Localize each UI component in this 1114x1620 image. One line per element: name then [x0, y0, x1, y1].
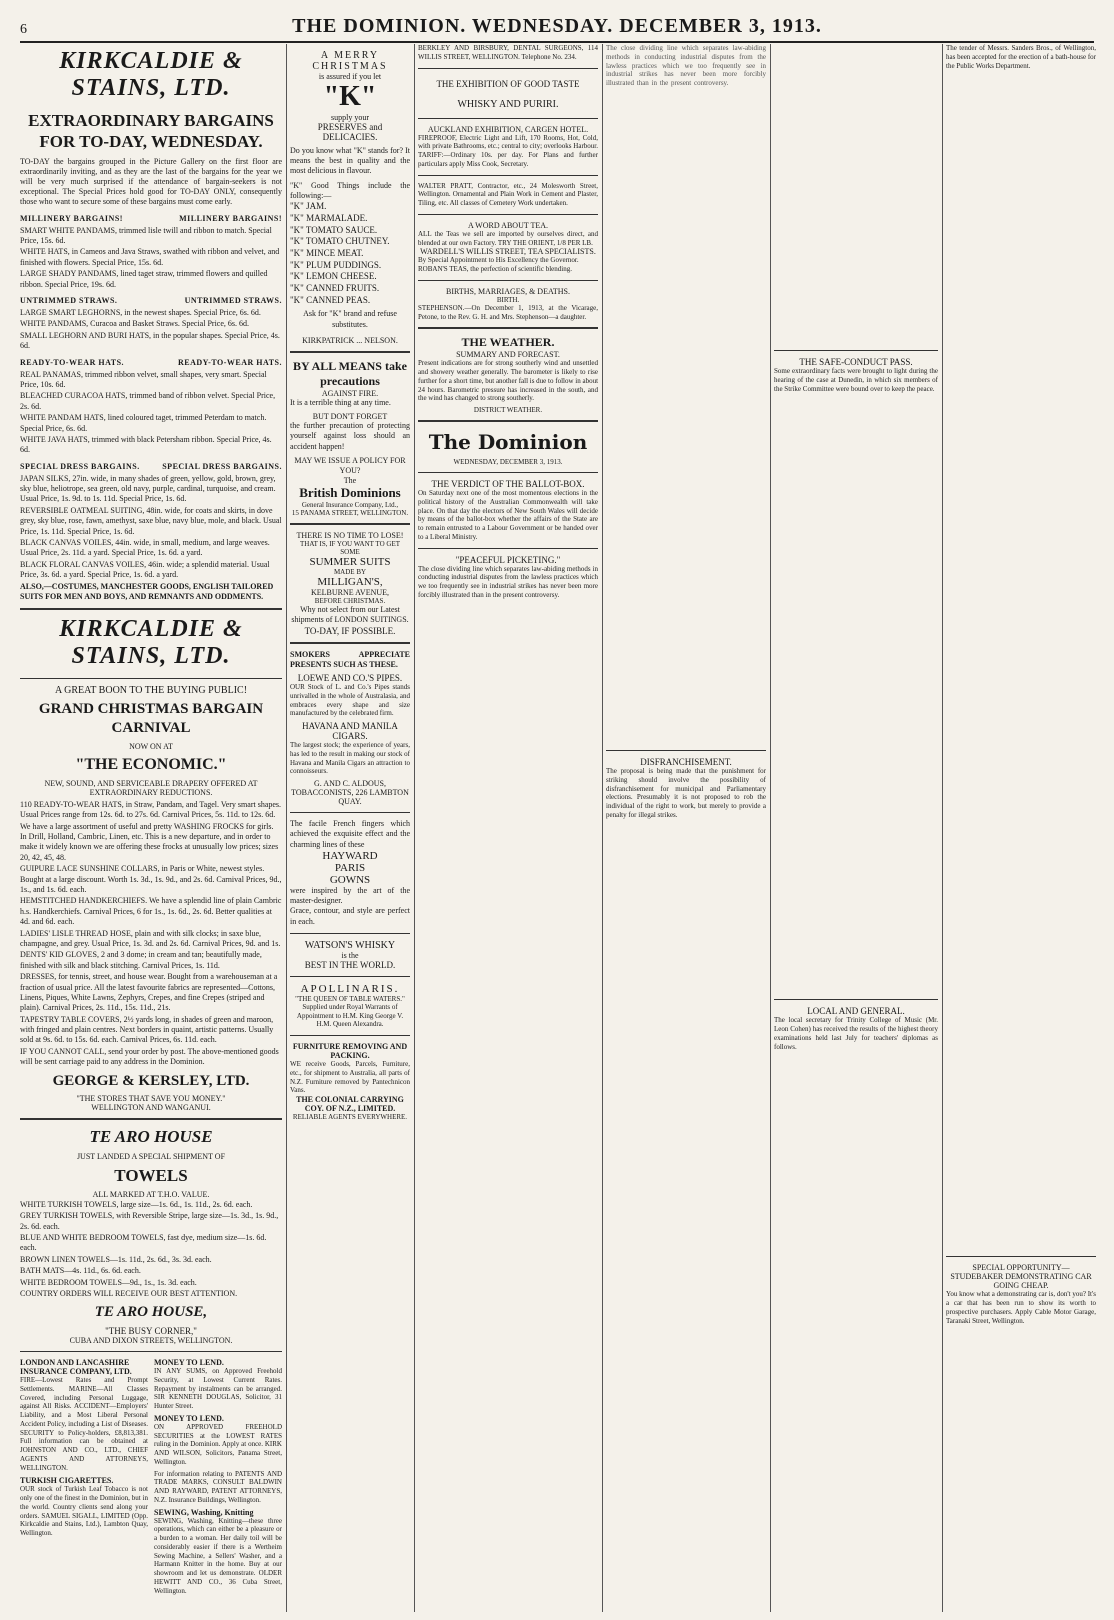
money-heading-2: MONEY TO LEND. [154, 1413, 224, 1423]
turkish-heading: TURKISH CIGARETTES. [20, 1476, 114, 1486]
list-item: 110 READY-TO-WEAR HATS, in Straw, Pandam, and Tagel. Very smart shapes. Usual Prices range from 12s. 6d. to 27s. 6d. Carnival Prices, 5s. 11d. to 12s. 6d. [20, 799, 282, 820]
picketing-continued: The close dividing line which separates law-abiding methods in conducting industrial disputes from the lawless practices which we too frequently see in industrial strikes has never been more forcibly illustrated than in the present controversy. [606, 44, 766, 87]
list-item: We have a large assortment of useful and pretty WASHING FROCKS for girls. In Drill, Holland, Cambric, Linen, etc. This is a new departure, and in order to make it widely known we are offering these frocks at unusually low prices; sizes 20, 42, 45, 48. [20, 821, 279, 862]
list-item: BLACK CANVAS VOILES, 44in. wide, in small, medium, and large weaves. Usual Price, 2s. 11d. a yard. Special Price, 1s. 6d. a yard. [20, 538, 270, 558]
furniture: FURNITURE REMOVING AND PACKING. [292, 1042, 408, 1061]
millinery-heading: MILLINERY BARGAINS! MILLINERY BARGAINS! [20, 213, 282, 223]
column-4 [606, 44, 766, 1614]
carnival-heading: GRAND CHRISTMAS BARGAIN CARNIVAL [38, 701, 264, 737]
dentists: BERKLEY AND BIRSBURY, DENTAL SURGEONS, 114 WILLIS STREET, WELLINGTON. Telephone No. 234. [418, 44, 598, 61]
robans: ROBAN'S TEAS, the perfection of scientific blending. [418, 265, 572, 273]
k-text: Do you know what "K" stands for? It means the best in quality and the most delicious in flavour. [290, 146, 410, 176]
money-heading: MONEY TO LEND. [154, 1358, 224, 1368]
verdict: THE VERDICT OF THE BALLOT-BOX. [431, 479, 585, 489]
summer-suits: SUMMER SUITS [309, 556, 391, 569]
no-time-2: THAT IS, IF YOU WANT TO GET SOME [299, 540, 400, 557]
local-text: The local secretary for Trinity College of Music (Mr. Leon Cohen) has received the results of the highest theory examinations held last July for teachers' diplomas as follows. [774, 1016, 938, 1051]
tearo-heading: TE ARO HOUSE [89, 1127, 213, 1147]
no-time: THERE IS NO TIME TO LOSE! [296, 531, 404, 541]
havana-text: The largest stock; the experience of years, has led to the result in making our stock of Havana and Manila Cigars an attraction to connoisseurs. [290, 741, 410, 776]
apollinaris: APOLLINARIS. [300, 982, 400, 995]
turkish-text: OUR stock of Turkish Leaf Tobacco is not only one of the finest in the Dominion, but in the world. Country clients send along your orders. SAMUEL SIGALL, LIMITED (Opp. Kirkcaldie and Stains, Ltd.), Lambton Quay, Wellington. [20, 1485, 148, 1538]
furniture-text: WE receive Goods, Parcels, Furniture, etc., for shipment to Australia, all parts of N.Z. Furniture removed by Pantechnicon Vans. [290, 1060, 410, 1095]
sewing-text: SEWING, Washing, Knitting—these three operations, which can either be a pleasure or a burden to a woman. Her daily toil will be considerably easier if there is a Wertheim Sewing Machine, a Sellers' Washer, and a Harmann Knitter in the home. Buy at our showroom and let us demonstrate. OLDER HEWITT AND CO., 36 Cuba Street, Wellington. [154, 1516, 282, 1595]
list-item: LARGE SHADY PANDAMS, lined taget straw, trimmed flowers and quilled ribbon. Special Price, 19s. 6d. [20, 269, 268, 289]
studebaker: SPECIAL OPPORTUNITY—STUDEBAKER DEMONSTRATING CAR GOING CHEAP. [950, 1263, 1092, 1291]
milligans: MILLIGAN'S, [317, 576, 383, 589]
kirkcaldie-brand-2: KIRKCALDIE & STAINS, LTD. [59, 616, 243, 670]
is-the: is the [341, 950, 359, 960]
busy-corner: "THE BUSY CORNER," [105, 1326, 197, 1337]
safe-conduct-text: Some extraordinary facts were brought to light during the hearing of the case at Dunedin, in which six members of the Strike Committee were bound over to keep the peace. [774, 367, 938, 393]
best-world: BEST IN THE WORLD. [304, 959, 396, 970]
wardell: WARDELL'S WILLIS STREET, TEA SPECIALISTS. [420, 247, 596, 257]
list-item: WHITE PANDAMS, Curacoa and Basket Straws. Special Price, 6s. 6d. [20, 319, 250, 329]
gk-location: WELLINGTON AND WANGANUI. [91, 1103, 211, 1113]
tea-text: ALL the Teas we sell are imported by ourselves direct, and blended at our own Factory. TRY THE ORIENT, 1/8 PER LB. [418, 229, 598, 247]
today-possible: TO-DAY, IF POSSIBLE. [304, 625, 396, 636]
preserves: PRESERVES and DELICACIES. [317, 122, 383, 142]
list-item: TAPESTRY TABLE COVERS, 2½ yards long, in shades of green and maroon, with fringed and plain centres. Next borders in quaint, artistic patterns. Usually sold at 9s. 6d. to 15s. 6d. each. Carnival Prices, 6s. 11d. each. [20, 1014, 274, 1045]
list-item: "K" PLUM PUDDINGS. [290, 259, 382, 270]
extraordinary-bargains-headline: EXTRAORDINARY BARGAINS FOR TO-DAY, WEDNESDAY. [28, 111, 274, 152]
gk-heading: GEORGE & KERSLEY, LTD. [52, 1072, 250, 1089]
list-item: DENTS' KID GLOVES, 2 and 3 dome; in cream and tan; beautifully made, finished with silk and black stitching. Carnival Prices, 1s. 11d. [20, 950, 262, 970]
picketing: "PEACEFUL PICKETING." [455, 554, 561, 565]
llic-text: FIRE—Lowest Rates and Prompt Settlements. MARINE—All Classes Covered, including Personal Luggage, against All Risks. ACCIDENT—Employers' Liability, and a Most Liberal Personal Accident Policy, including a List of Diseases. SECURITY to Policy-holders, £8,813,381. Full information can be obtained at JOHNSTON AND CO., LTD., CHIEF AGENTS AND ATTORNEYS, WELLINGTON. [20, 1376, 148, 1472]
dominion-date: WEDNESDAY, DECEMBER 3, 1913. [453, 458, 563, 466]
list-item: BATH MATS—4s. 11d., 6s. 6d. each. [20, 1266, 141, 1276]
hayward-text: The facile French fingers which achieved the exquisite effect and the charming lines of these [290, 819, 410, 849]
inspired: were inspired by the art of the master-designer. [290, 885, 410, 906]
list-item: "K" TOMATO SAUCE. [290, 224, 378, 235]
patents-text: For information relating to PATENTS AND TRADE MARKS, CONSULT BALDWIN AND RAYWARD, PATENT ATTORNEYS, N.Z. Insurance Buildings, Wellington. [154, 1469, 282, 1504]
list-item: GUIPURE LACE SUNSHINE COLLARS, in Paris or White, newest styles. Bought at a large discount. Worth 1s. 3d., 1s. 9d., and 2s. 6d. Carnival Prices, 9d., 1s., and 1s. 6d. each. [20, 864, 282, 895]
whisky: WHISKY AND PURIRI. [457, 98, 559, 110]
watsons: WATSON'S WHISKY [304, 939, 396, 951]
kelburne: KELBURNE AVENUE, [310, 588, 390, 598]
list-item: "K" JAM. [290, 201, 327, 212]
safe-conduct: THE SAFE-CONDUCT PASS. [799, 357, 913, 367]
auckland-text: FIREPROOF, Electric Light and Lift, 170 Rooms, Hot, Cold, with private Bathrooms, etc.; central to city; overlooks Harbour. TARIFF:—Ordinary 10s. per day. For Plans and further particulars apply Miss Cook, Secretary. [418, 133, 598, 168]
tearo-heading-2: TE ARO HOUSE, [94, 1304, 208, 1321]
reliable: RELIABLE AGENTS EVERYWHERE. [292, 1113, 408, 1122]
kirkcaldie-brand: KIRKCALDIE & STAINS, LTD. [59, 48, 243, 101]
loewe: LOEWE AND CO.'S PIPES. [297, 673, 403, 684]
picketing-text: The close dividing line which separates law-abiding methods in conducting industrial disputes from the lawless practices which we too frequently see in industrial strikes has never been more forcibly illustrated than in the present controversy. [418, 564, 598, 599]
now-on: NOW ON AT [129, 741, 173, 751]
list-item: GREY TURKISH TOWELS, with Reversible Stripe, large size—1s. 3d., 1s. 9d., 2s. 6d. each. [20, 1211, 279, 1231]
ready-heading: READY-TO-WEAR HATS. READY-TO-WEAR HATS. [20, 357, 282, 367]
list-item: "K" MARMALADE. [290, 212, 368, 223]
list-item: WHITE TURKISH TOWELS, large size—1s. 6d., 1s. 11d., 2s. 6d. each. [20, 1199, 253, 1209]
dont-forget: BUT DON'T FORGET [312, 412, 388, 422]
before-christmas: BEFORE CHRISTMAS. [314, 597, 386, 606]
loewe-text: OUR Stock of L. and Co.'s Pipes stands unrivalled in the whole of Australasia, and embraces every shape and size manufactured by the celebrated firm. [290, 683, 410, 718]
list-item: WHITE PANDAM HATS, lined coloured taget, trimmed Peterdam to match. Special Price, 6s. 6d. [20, 413, 267, 433]
gk-sub: "THE STORES THAT SAVE YOU MONEY." [76, 1094, 226, 1104]
british-address: 15 PANAMA STREET, WELLINGTON. [291, 509, 409, 518]
made-by: MADE BY [333, 568, 367, 577]
studebaker-text: You know what a demonstrating car is, don't you? It's a car that has been run to show its worth to prospective purchasers. Apply Cable Motor Garage, Taranaki Street, Wellington. [946, 1290, 1096, 1325]
list-item: BLACK FLORAL CANVAS VOILES, 46in. wide; a splendid material. Usual Price, 3s. 6d. a yard. Special Price, 1s. 6d. a yard. [20, 559, 270, 580]
list-item: IF YOU CANNOT CALL, send your order by post. The above-mentioned goods will be sent carriage paid to any address in the Dominion. [20, 1046, 279, 1067]
district: DISTRICT WEATHER. [473, 406, 543, 414]
list-item: "K" CANNED FRUITS. [290, 282, 380, 293]
straws-heading: UNTRIMMED STRAWS. UNTRIMMED STRAWS. [20, 296, 282, 306]
births: BIRTHS, MARRIAGES, & DEATHS. [446, 286, 570, 296]
kirkpatrick: KIRKPATRICK ... NELSON. [302, 335, 398, 345]
disfranchisement-text: The proposal is being made that the punishment for striking should involve the possibility of disfranchisement for municipal and Parliamentary elections. Presumably it is not proposed to rob the individual of the right to work, but merely to provide a penalty for illegal strikes. [606, 767, 766, 819]
k-list-head: "K" Good Things include the following:— [290, 180, 410, 200]
british-dominions: British Dominions [299, 485, 401, 501]
col5-upper [774, 44, 938, 344]
supplied: Supplied under Royal Warrants of Appointment to H.M. King George V. H.M. Queen Alexandra. [296, 1002, 404, 1029]
list-item: "K" TOMATO CHUTNEY. [290, 236, 390, 247]
dress-heading: SPECIAL DRESS BARGAINS. SPECIAL DRESS BARGAINS. [20, 461, 282, 471]
sewing-heading: SEWING, Washing, Knitting [154, 1507, 254, 1517]
bottom-ads [20, 1358, 282, 1595]
column-3 [418, 44, 598, 1614]
economic-sub: NEW, SOUND, AND SERVICEABLE DRAPERY OFFERED AT EXTRAORDINARY REDUCTIONS. [44, 778, 258, 797]
exhibition: THE EXHIBITION OF GOOD TASTE [436, 78, 580, 89]
forget-text: the further precaution of protecting yourself against loss should an accident happen! [290, 421, 410, 451]
weather-text: Present indications are for strong southerly wind and unsettled and showery weather generally. The barometer is likely to rise further for a short time, but another fall is due to follow in about 24 hours. Barometric pressure has increased in the south, and the wind has changed to strong southerly. [418, 359, 598, 403]
list-item: JAPAN SILKS, 27in. wide, in many shades of green, yellow, gold, brown, grey, sky blue, heliotrope, sea green, old navy, purple, cardinal, turquoise, and cream. Usual Price, 1s. 9d. to 1s. 11d. Special Price, 1s. 6d. [20, 473, 276, 504]
towels-heading: TOWELS [114, 1165, 188, 1185]
pratt: WALTER PRATT, Contractor, etc., 24 Molesworth Street, Wellington. Ornamental and Plain Work in Cement and Plaster, Tiling, etc. All classes of Cemetery Work undertaken. [418, 181, 598, 207]
special-appt: By Special Appointment to His Excellency the Governor. [418, 256, 579, 265]
supply: supply your [331, 113, 369, 122]
list-item: "K" CANNED PEAS. [290, 294, 371, 305]
page-number: 6 [20, 22, 27, 37]
colonial: THE COLONIAL CARRYING COY. OF N.Z., LIMITED. [296, 1095, 404, 1114]
issue-policy: MAY WE ISSUE A POLICY FOR YOU? [294, 455, 406, 475]
money-text-2: ON APPROVED FREEHOLD SECURITIES at the LOWEST RATES ruling in the Dominion. Apply at once. KIRK AND WILSON, Solicitors, Panama Street, Wellington. [154, 1422, 282, 1466]
local-general: LOCAL AND GENERAL. [807, 1006, 905, 1017]
assured: is assured if you let [318, 72, 382, 81]
busy-location: CUBA AND DIXON STREETS, WELLINGTON. [69, 1336, 233, 1346]
disfranchisement: DISFRANCHISEMENT. [640, 757, 732, 767]
list-item: DRESSES, for tennis, street, and house wear. Bought from a warehouseman at a fraction of usual price. All the latest favourite fabrics are represented—Cottons, Linens, Piques, White Lawns, Zephyrs, Crepes, and fine Crepes (striped and plain). Carnival Prices, 2s. 11d., 15s. 11d., 21s. [20, 972, 278, 1013]
list-item: WHITE JAVA HATS, trimmed with black Petersham ribbon. Special Price, 4s. 6d. [20, 434, 272, 455]
dominion-masthead: The Dominion [428, 430, 588, 454]
weather: THE WEATHER. [461, 335, 555, 350]
column-2 [290, 44, 410, 1614]
smokers: SMOKERS APPRECIATE PRESENTS SUCH AS THESE. [290, 649, 410, 669]
masthead-title: THE DOMINION. WEDNESDAY. DECEMBER 3, 1913. [292, 15, 822, 37]
list-item: REAL PANAMAS, trimmed ribbon velvet, small shapes, very smart. Special Price, 10s. 6d. [20, 369, 267, 389]
economic-heading: "THE ECONOMIC." [75, 755, 227, 773]
list-item: BROWN LINEN TOWELS—1s. 11d., 2s. 6d., 3s. 3d. each. [20, 1254, 212, 1264]
list-item: BLUE AND WHITE BEDROOM TOWELS, fast dye, medium size—1s. 6d. each. [20, 1233, 267, 1253]
list-item: LADIES' LISLE THREAD HOSE, plain and with silk clocks; in saxe blue, champagne, and grey. Usual Price, 1s. 3d. and 2s. 6d. Carnival Prices, 9d. and 1s. [20, 928, 281, 948]
gowns: GOWNS [329, 873, 371, 886]
verdict-text: On Saturday next one of the most momentous elections in the political history of the Australian Commonwealth will take place. On that day the electors of New South Wales will decide by means of the ballot-box whether the affairs of the State are to remain entrusted to a Labour Government or be handed over to a Liberal Ministry. [418, 489, 598, 541]
tearo-sub: JUST LANDED A SPECIAL SHIPMENT OF [76, 1151, 226, 1161]
llic-heading: LONDON AND LANCASHIRE INSURANCE COMPANY, LTD. [20, 1358, 132, 1377]
havana: HAVANA AND MANILA CIGARS. [302, 721, 398, 742]
aldous: G. AND C. ALDOUS, TOBACCONISTS, 226 LAMBTON QUAY. [291, 779, 409, 807]
fire-text: It is a terrible thing at any time. [290, 397, 391, 407]
grace: Grace, contour, and style are perfect in each. [290, 906, 410, 926]
paris: PARIS [334, 861, 366, 874]
british-sub: General Insurance Company, Ltd., [301, 501, 399, 510]
word-tea: A WORD ABOUT TEA. [467, 220, 548, 230]
bath-tender: The tender of Messrs. Sanders Bros., of Wellington, has been accepted for the erection of a bath-house for the Public Works Department. [946, 44, 1096, 70]
list-item: SMALL LEGHORN AND BURI HATS, in the popular shapes. Special Price, 4s. 6d. [20, 330, 280, 351]
column-5 [774, 44, 938, 1614]
list-item: "K" MINCE MEAT. [290, 247, 364, 258]
list-item: LARGE SMART LEGHORNS, in the newest shapes. Special Price, 6s. 6d. [20, 308, 261, 318]
col4-body [606, 44, 766, 744]
k-ask: Ask for "K" brand and refuse substitutes. [303, 309, 397, 329]
summary: SUMMARY AND FORECAST. [456, 350, 560, 360]
list-item: COUNTRY ORDERS WILL RECEIVE OUR BEST ATTENTION. [20, 1289, 238, 1299]
merry-christmas: A MERRY CHRISTMAS [312, 50, 388, 72]
k-brand: "K" [323, 81, 377, 112]
the-label: The [343, 476, 357, 486]
boon-heading: A GREAT BOON TO THE BUYING PUBLIC! [54, 685, 248, 697]
column-6 [946, 44, 1096, 1614]
list-item: BLEACHED CURACOA HATS, trimmed band of ribbon velvet. Special Price, 2s. 6d. [20, 391, 276, 411]
money-text: IN ANY SUMS, on Approved Freehold Security, at Lowest Current Rates. Repayment by instalments can be arranged. SIR KENNETH DOUGLAS, Solicitor, 31 Hunter Street. [154, 1367, 282, 1411]
hayward: HAYWARD [322, 849, 378, 862]
list-item: WHITE BEDROOM TOWELS—9d., 1s., 1s. 3d. each. [20, 1277, 197, 1287]
masthead [20, 8, 1094, 43]
list-item: HEMSTITCHED HANDKERCHIEFS. We have a splendid line of plain Cambric h.s. Handkerchiefs. Carnival Prices, 6 for 1s., 1s. 6d., 2s. 6d. Better qualities at 4d. and 6d. each. [20, 896, 282, 927]
bargains-intro: TO-DAY the bargains grouped in the Picture Gallery on the first floor are extraordinarily inviting, and as they are the last of the bargains for the year we will be very much surprised if the attendance of bargain-seekers is not exceptional. The Special Prices hold good for TO-DAY ONLY, consequently those who want to secure some of these bargains must come early. [20, 156, 282, 207]
list-item: "K" LEMON CHEESE. [290, 271, 377, 282]
list-item: ALSO,—COSTUMES, MANCHESTER GOODS, ENGLISH TAILORED SUITS FOR MEN AND BOYS, AND REMNANTS AND ODDMENTS. [20, 581, 274, 601]
birth: BIRTH. [496, 295, 520, 304]
by-all-means: BY ALL MEANS take precautions [293, 358, 407, 388]
birth-text: STEPHENSON.—On December 1, 1913, at the Vicarage, Petone, to the Rev. G. H. and Mrs. Stephenson—a daughter. [418, 303, 598, 321]
list-item: SMART WHITE PANDAMS, trimmed lisle twill and ribbon to match. Special Price, 15s. 6d. [20, 225, 272, 246]
towels-sub: ALL MARKED AT T.H.O. VALUE. [92, 1189, 210, 1199]
against-fire: AGAINST FIRE. [321, 388, 379, 398]
list-item: WHITE HATS, in Cameos and Java Straws, swathed with ribbon and velvet, and finished with flowers. Special Price, 15s. 6d. [20, 247, 280, 267]
queen: "THE QUEEN OF TABLE WATERS." [295, 994, 405, 1003]
column-1 [20, 44, 282, 1614]
list-item: REVERSIBLE OATMEAL SUITING, 48in. wide, for coats and skirts, in dove grey, sky blue, rose, fawn, amethyst, saxe blue, navy blue, mole, and black. Usual Price, 1s. 11d. Special Price, 1s. 6d. [20, 505, 282, 536]
auckland: AUCKLAND EXHIBITION, CARGEN HOTEL. [427, 124, 589, 134]
select-text: Why not select from our Latest shipments of LONDON SUITINGS. [291, 605, 409, 625]
